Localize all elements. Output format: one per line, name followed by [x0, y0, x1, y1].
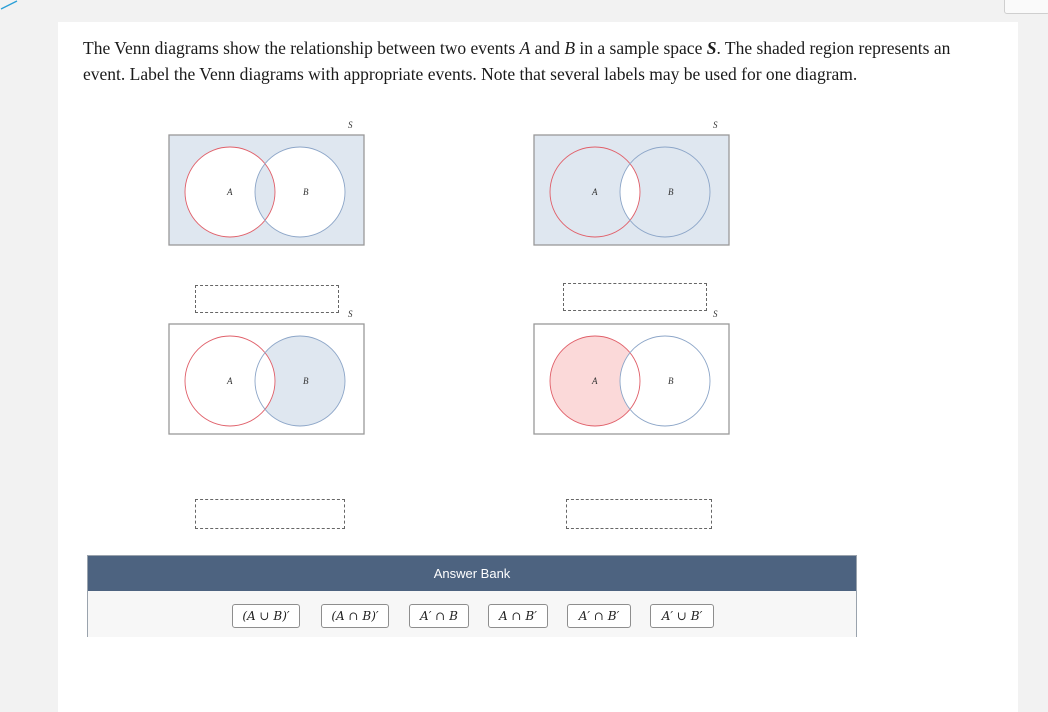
answer-chip-a-union-b-complement[interactable]: (A ∪ B)′: [232, 604, 300, 628]
corner-arrow-icon: [0, 0, 20, 10]
label-drop-box-4[interactable]: [566, 499, 712, 529]
event-a-label: A: [592, 376, 598, 386]
label-drop-box-3[interactable]: [195, 499, 345, 529]
sample-space-label: S: [713, 120, 718, 130]
answer-bank: [87, 555, 857, 637]
venn-diagram-4: [533, 307, 733, 437]
answer-chip-a-intersect-b-complement-2[interactable]: A ∩ B′: [488, 604, 548, 628]
event-a-label: A: [227, 187, 233, 197]
venn-svg: [168, 118, 368, 248]
venn-svg: [533, 118, 733, 248]
event-b-label: B: [668, 187, 674, 197]
event-b-label: B: [668, 376, 674, 386]
sample-space-label: S: [348, 309, 353, 319]
venn-diagram-3: [168, 307, 368, 437]
event-a-label: A: [227, 376, 233, 386]
answer-chip-a-intersect-b-complement[interactable]: (A ∩ B)′: [321, 604, 389, 628]
answer-bank-header: Answer Bank: [88, 556, 856, 591]
event-b-label: B: [303, 376, 309, 386]
answer-bank-items: [88, 591, 856, 637]
event-b-label: B: [303, 187, 309, 197]
venn-svg: [168, 307, 368, 437]
answer-chip-a-complement-intersect-b-complement[interactable]: A′ ∩ B′: [567, 604, 631, 628]
corner-tab[interactable]: [1004, 0, 1048, 14]
venn-diagram-2: [533, 118, 733, 248]
event-a-label: A: [592, 187, 598, 197]
answer-chip-a-complement-intersect-b[interactable]: A′ ∩ B: [409, 604, 469, 628]
answer-chip-a-complement-union-b-complement[interactable]: A′ ∪ B′: [650, 604, 714, 628]
sample-space-label: S: [713, 309, 718, 319]
venn-svg: [533, 307, 733, 437]
sample-space-label: S: [348, 120, 353, 130]
question-card: [58, 22, 1018, 712]
question-text: The Venn diagrams show the relationship between two events A and B in a sample space S. The shaded region represents an event. Label the Venn diagrams with appropriate events. Note that several labels may be used for one diagram.: [83, 38, 951, 84]
venn-diagram-1: [168, 118, 368, 248]
